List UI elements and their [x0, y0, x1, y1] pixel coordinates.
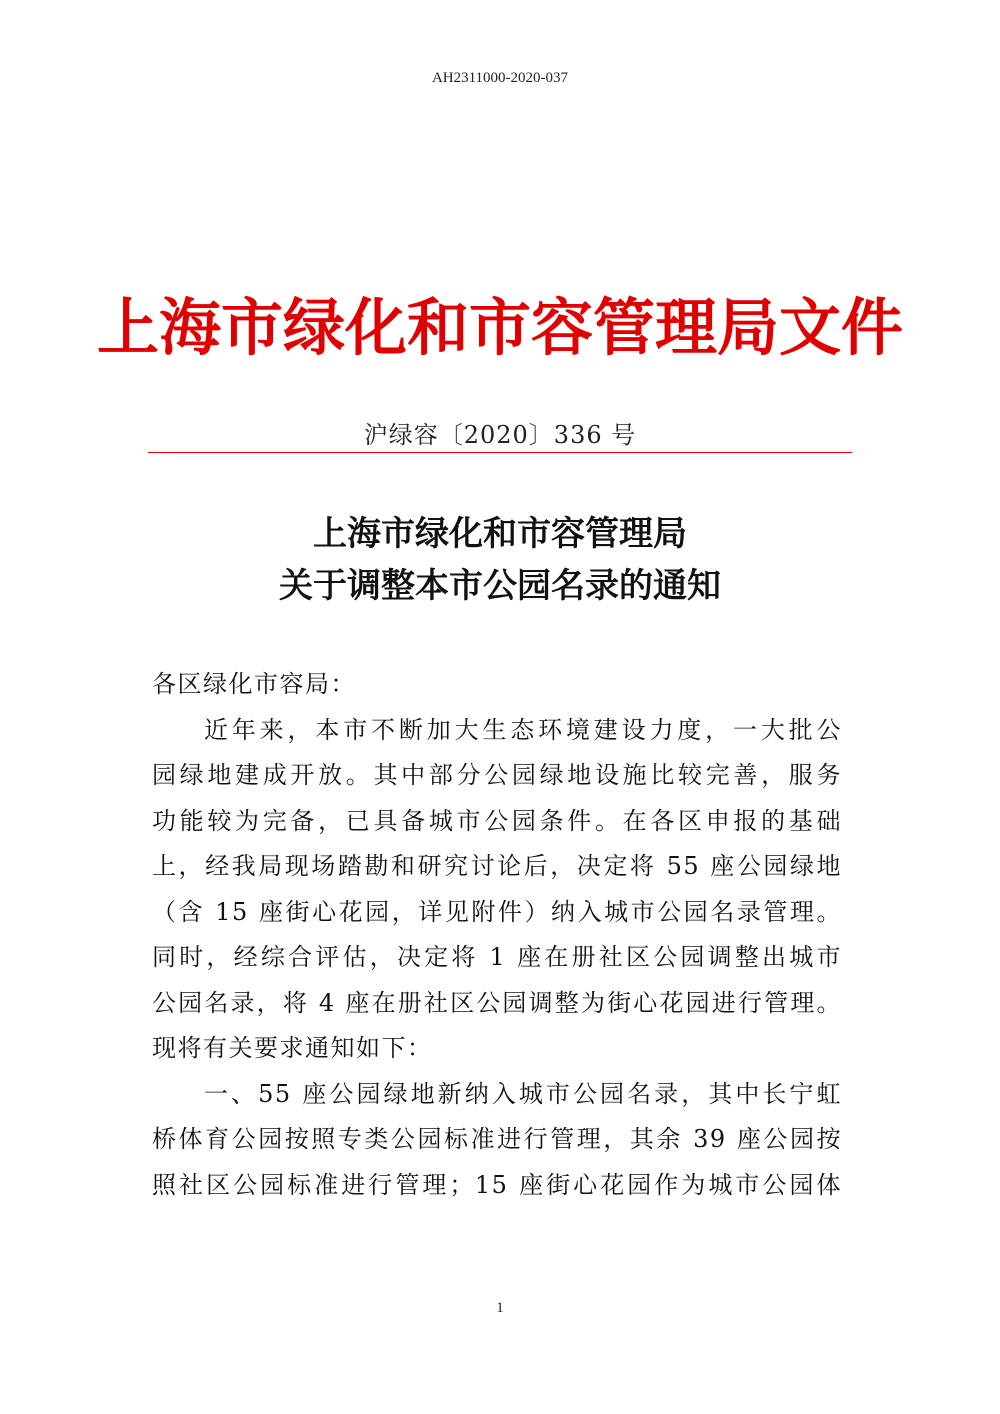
body-line: 近年来，本市不断加大生态环境建设力度，一大批公	[204, 715, 842, 744]
salutation: 各区绿化市容局：	[152, 670, 356, 698]
body-line: 同时，经综合评估，决定将 1 座在册社区公园调整出城市	[152, 943, 842, 971]
body-line: 上，经我局现场踏勘和研究讨论后，决定将 55 座公园绿地	[152, 852, 842, 880]
notice-title-line-1: 上海市绿化和市容管理局	[313, 514, 687, 554]
page-number: 1	[496, 1300, 504, 1316]
red-header-title: 上海市绿化和市容管理局文件	[96, 291, 903, 364]
body-line: 照社区公园标准进行管理；15 座街心花园作为城市公园体	[152, 1170, 842, 1199]
document-code: AH2311000-2020-037	[431, 70, 569, 86]
notice-title-line-2: 关于调整本市公园名录的通知	[279, 566, 721, 606]
document-number: 沪绿容〔2020〕336 号	[363, 421, 637, 449]
notice-title	[0, 508, 1000, 612]
body-line: （含 15 座街心花园，详见附件）纳入城市公园名录管理。	[152, 897, 842, 926]
red-separator-line	[148, 452, 852, 453]
body-line: 公园名录，将 4 座在册社区公园调整为街心花园进行管理。	[152, 988, 842, 1017]
notice-body	[152, 662, 842, 1208]
body-line: 桥体育公园按照专类公园标准进行管理，其余 39 座公园按	[152, 1125, 842, 1153]
body-line: 一、55 座公园绿地新纳入城市公园名录，其中长宁虹	[204, 1079, 842, 1108]
body-line: 园绿地建成开放。其中部分公园绿地设施比较完善，服务	[152, 761, 842, 789]
body-line: 功能较为完备，已具备城市公园条件。在各区申报的基础	[152, 806, 842, 835]
body-line: 现将有关要求通知如下：	[152, 1034, 433, 1062]
